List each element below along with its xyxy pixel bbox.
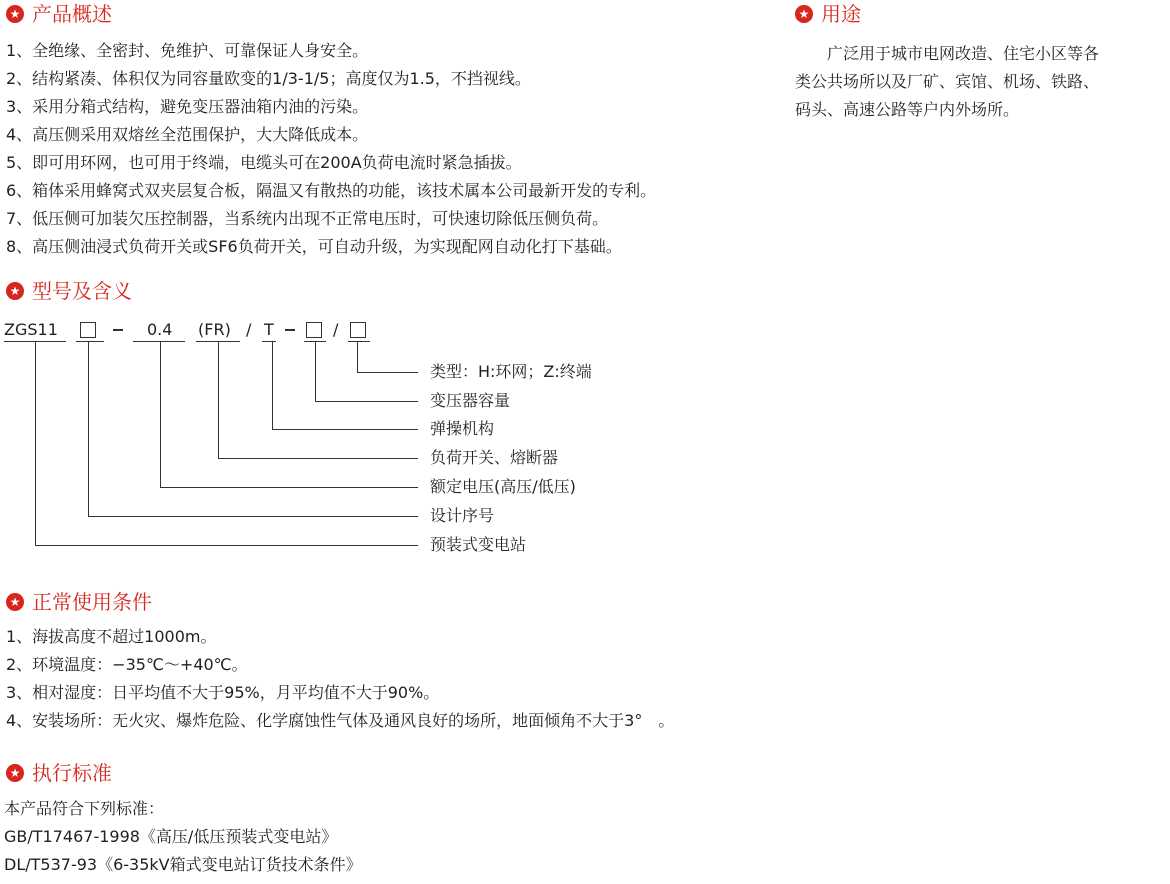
- list-item: 7、低压侧可加装欠压控制器，当系统内出现不正常电压时，可快速切除低压侧负荷。: [6, 209, 609, 228]
- legend-serial: 设计序号: [430, 506, 495, 525]
- legend-mechanism: 弹操机构: [430, 419, 495, 438]
- leader-line: [35, 545, 418, 546]
- model-slash: /: [246, 320, 252, 339]
- legend-capacity: 变压器容量: [430, 391, 511, 410]
- leader-line: [160, 487, 418, 488]
- leader-line: [357, 342, 358, 372]
- standards-title: ★ 执行标准: [6, 761, 112, 785]
- list-item: 4、安装场所：无火灾、爆炸危险、化学腐蚀性气体及通风良好的场所，地面倾角不大于3° 。: [6, 711, 675, 730]
- leader-line: [218, 342, 219, 458]
- list-item: 1、全绝缘、全密封、免维护、可靠保证人身安全。: [6, 41, 369, 60]
- features-list: [6, 37, 656, 261]
- leader-line: [160, 342, 161, 487]
- leader-line: [315, 401, 418, 402]
- legend-voltage: 额定电压(高压/低压): [430, 477, 576, 496]
- usage-text: [795, 40, 1170, 124]
- underline: [348, 341, 370, 342]
- features-title: ★ 产品概述: [6, 2, 112, 26]
- conditions-list: [6, 623, 674, 735]
- standards-line: DL/T537-93《6-35kV箱式变电站订货技术条件》: [4, 855, 362, 874]
- leader-line: [88, 342, 89, 516]
- list-item: 2、结构紧凑、体积仅为同容量欧变的1/3-1/5；高度仅为1.5，不挡视线。: [6, 69, 531, 88]
- legend-substation: 预装式变电站: [430, 535, 527, 554]
- underline: [262, 341, 276, 342]
- list-item: 3、相对湿度：日平均值不大于95%，月平均值不大于90%。: [6, 683, 440, 702]
- model-voltage: 0.4: [147, 320, 173, 339]
- model-t: T: [264, 320, 274, 339]
- usage-line: 码头、高速公路等户内外场所。: [795, 100, 1020, 119]
- star-circle-icon: ★: [795, 5, 813, 23]
- model-title: ★ 型号及含义: [6, 279, 132, 303]
- leader-line: [357, 372, 418, 373]
- legend-switch: 负荷开关、熔断器: [430, 448, 559, 467]
- star-circle-icon: ★: [6, 5, 24, 23]
- star-circle-icon: ★: [6, 593, 24, 611]
- list-item: 4、高压侧采用双熔丝全范围保护，大大降低成本。: [6, 125, 369, 144]
- list-item: 3、采用分箱式结构，避免变压器油箱内油的污染。: [6, 97, 369, 116]
- model-code-prefix: ZGS11: [4, 320, 58, 339]
- leader-line: [88, 516, 418, 517]
- leader-line: [35, 342, 36, 545]
- usage-line: 类公共场所以及厂矿、宾馆、机场、铁路、: [795, 72, 1100, 91]
- usage-title: ★ 用途: [795, 2, 861, 26]
- leader-line: [272, 342, 273, 429]
- model-fr: (FR): [198, 320, 231, 339]
- standards-text: [4, 795, 362, 879]
- leader-line: [315, 342, 316, 401]
- design-serial-box: [80, 322, 96, 338]
- type-box: [350, 322, 366, 338]
- leader-line: [272, 429, 418, 430]
- list-item: 2、环境温度：−35℃～+40℃。: [6, 655, 248, 674]
- standards-line: 本产品符合下列标准：: [4, 799, 165, 818]
- usage-line: 广泛用于城市电网改造、住宅小区等各: [795, 44, 1100, 63]
- list-item: 1、海拔高度不超过1000m。: [6, 627, 217, 646]
- model-dash: [285, 329, 295, 331]
- legend-type: 类型：H:环网；Z:终端: [430, 362, 592, 381]
- underline: [133, 341, 185, 342]
- list-item: 8、高压侧油浸式负荷开关或SF6负荷开关，可自动升级，为实现配网自动化打下基础。: [6, 237, 622, 256]
- model-slash: /: [333, 320, 339, 339]
- star-circle-icon: ★: [6, 282, 24, 300]
- model-dash: [113, 329, 123, 331]
- list-item: 5、即可用环网，也可用于终端，电缆头可在200A负荷电流时紧急插拔。: [6, 153, 522, 172]
- conditions-title: ★ 正常使用条件: [6, 590, 152, 614]
- standards-line: GB/T17467-1998《高压/低压预装式变电站》: [4, 827, 338, 846]
- underline: [76, 341, 104, 342]
- leader-line: [218, 458, 418, 459]
- capacity-box: [306, 322, 322, 338]
- star-circle-icon: ★: [6, 764, 24, 782]
- list-item: 6、箱体采用蜂窝式双夹层复合板，隔温又有散热的功能，该技术属本公司最新开发的专利。: [6, 181, 657, 200]
